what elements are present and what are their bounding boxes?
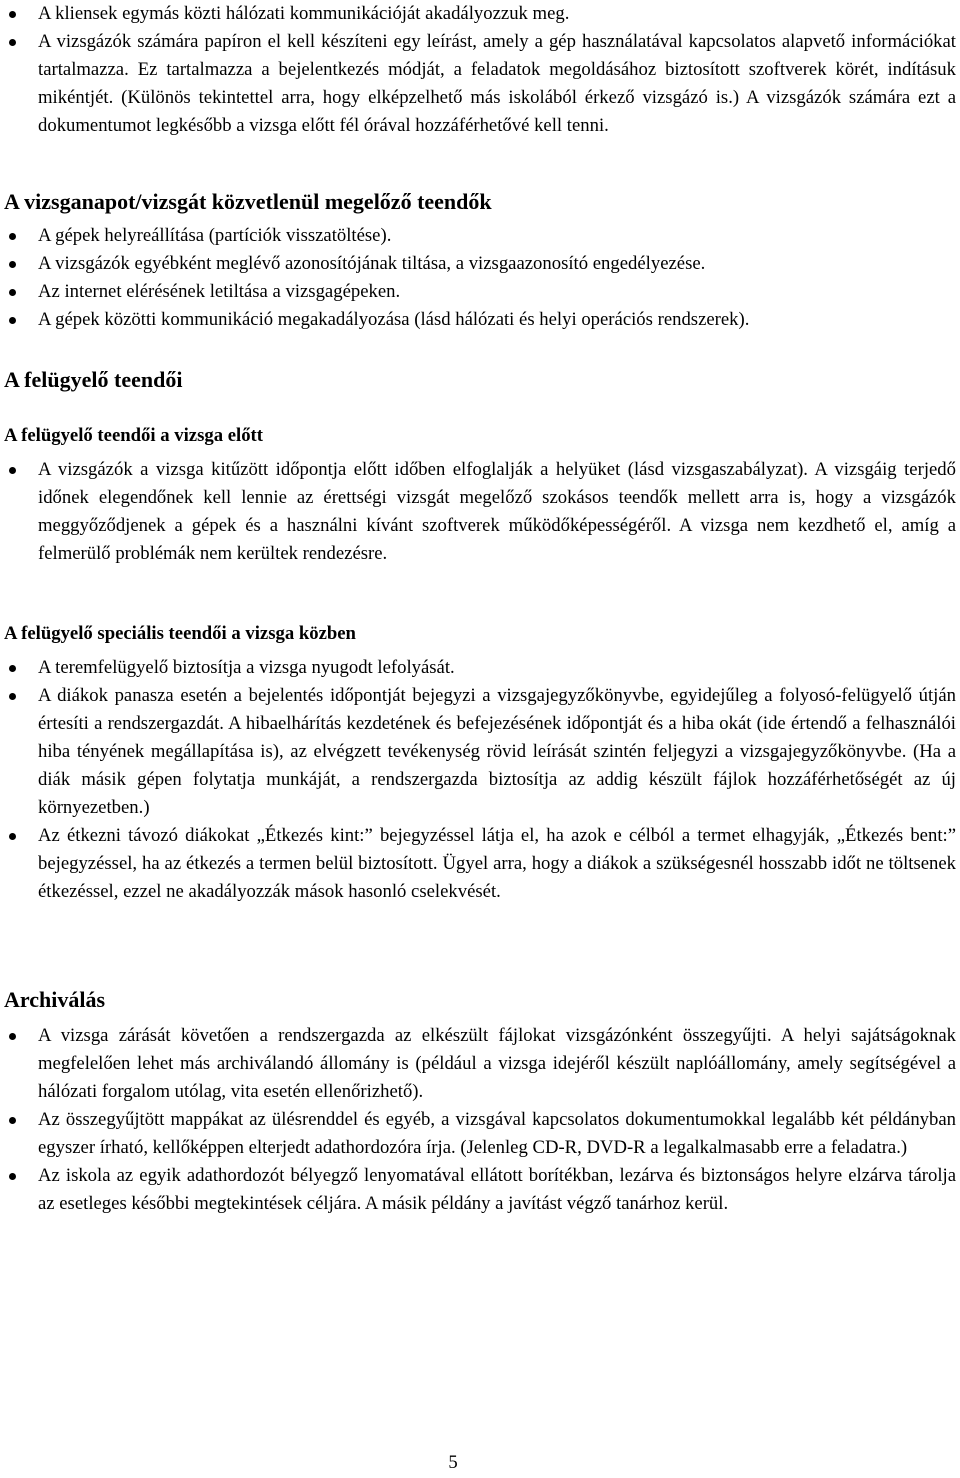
supervisor-during-section (4, 620, 956, 906)
list-item: A vizsgázók számára papíron el kell készíteni egy leírást, amely a gép használatával kapcsolatos alapvető információkat tartalmazza. Ez tartalmazza a bejelentkezés módját, a feladatok megoldásához biztosított szoftverek körét, indításuk mikéntjét. (Különös tekintettel arra, hogy elképzelhető más iskolából érkező vizsgázó is.) A vizsgázók számára ezt a dokumentumot legkésőbb a vizsga előtt fél órával hozzáférhetővé kell tenni. (4, 28, 956, 140)
intro-bullet-list (4, 0, 956, 140)
list-item: A vizsga zárását követően a rendszergazda az elkészült fájlokat vizsgázónként összegyűjti. A helyi sajátságoknak megfelelően lehet más archiválandó állomány is (például a vizsga idejéről készült naplóállomány, amely segítségével a hálózati forgalom utólag, vita esetén ellenőrizhető). (4, 1022, 956, 1106)
bullet-list (4, 456, 956, 568)
list-item: A kliensek egymás közti hálózati kommunikációját akadályozzuk meg. (4, 0, 956, 28)
section-heading: A vizsganapot/vizsgát közvetlenül megelőző teendők (4, 189, 492, 214)
intro-list-block (4, 0, 956, 140)
list-item: A teremfelügyelő biztosítja a vizsga nyugodt lefolyását. (4, 654, 956, 682)
list-item: Az étkezni távozó diákokat „Étkezés kint:” bejegyzéssel látja el, ha azok e célból a termet elhagyják, „Étkezés bent:” bejegyzéssel, ha az étkezés a termen belül biztosított. Ügyel arra, hogy a diákok a szükségesnél hosszabb időt ne töltsenek étkezéssel, ezzel ne akadályozzák mások hasonló cselekvését. (4, 822, 956, 906)
list-item: A gépek helyreállítása (partíciók visszatöltése). (4, 222, 956, 250)
supervisor-before-section (4, 422, 956, 568)
list-item: A vizsgázók egyébként meglévő azonosítójának tiltása, a vizsgaazonosító engedélyezése. (4, 250, 956, 278)
section-heading: Archiválás (4, 987, 106, 1012)
list-item: A gépek közötti kommunikáció megakadályozása (lásd hálózati és helyi operációs rendszerek). (4, 306, 956, 334)
subsection-heading: A felügyelő teendői a vizsga előtt (4, 425, 263, 446)
page-number: 5 (448, 1452, 458, 1473)
list-item: A diákok panasza esetén a bejelentés időpontját bejegyzi a vizsgajegyzőkönyvbe, egyidejűleg a folyosó-felügyelő útján értesíti a rendszergazdát. A hibaelhárítás kezdetének és befejezésének időpontját és a hiba okát (ide értendő a felhasználói hiba tényének megállapítása is), az elvégzett tevékenység rövid leírását szintén feljegyzi a vizsgajegyzőkönyvbe. (Ha a diák másik gépen folytatja munkáját, a rendszergazda biztosítja az addig készült fájlok hozzáférhetőségét az új környezetben.) (4, 682, 956, 822)
list-item: Az összegyűjtött mappákat az ülésrenddel és egyéb, a vizsgával kapcsolatos dokumentumokkal legalább két példányban egyszer írható, kellőképpen elterjedt adathordozóra írja. (Jelenleg CD-R, DVD-R a legalkalmasabb erre a feladatra.) (4, 1106, 956, 1162)
subsection-heading: A felügyelő speciális teendői a vizsga közben (4, 623, 356, 644)
supervisor-section (4, 366, 956, 394)
bullet-list (4, 222, 956, 334)
archive-section (4, 986, 956, 1218)
list-item: A vizsgázók a vizsga kitűzött időpontja előtt időben elfoglalják a helyüket (lásd vizsgaszabályzat). A vizsgáig terjedő időnek elegendőnek kell lennie az érettségi vizsgát megelőző szokásos teendők mellett arra is, hogy a vizsgázók meggyőződjenek a gépek és a használni kívánt szoftverek működőképességéről. A vizsga nem kezdhető el, amíg a felmerülő problémák nem kerültek rendezésre. (4, 456, 956, 568)
before-exam-section (4, 188, 956, 334)
bullet-list (4, 654, 956, 906)
list-item: Az internet elérésének letiltása a vizsgagépeken. (4, 278, 956, 306)
bullet-list (4, 1022, 956, 1218)
section-heading: A felügyelő teendői (4, 367, 183, 392)
list-item: Az iskola az egyik adathordozót bélyegző lenyomatával ellátott borítékban, lezárva és biztonságos helyre elzárva tárolja az esetleges későbbi megtekintések céljára. A másik példány a javítást végző tanárhoz kerül. (4, 1162, 956, 1218)
